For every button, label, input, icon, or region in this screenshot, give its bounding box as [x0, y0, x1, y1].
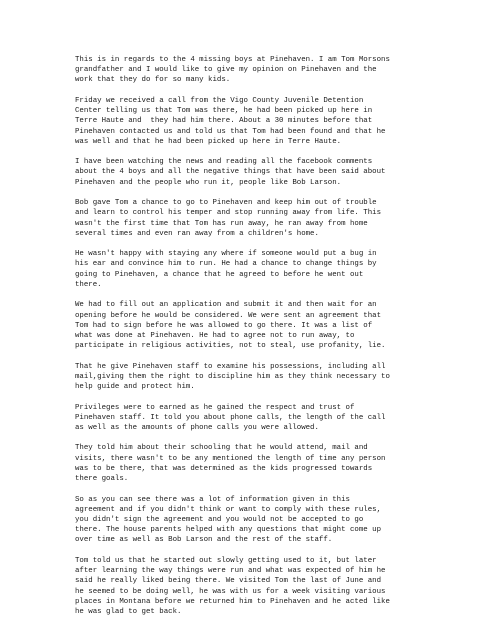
letter-line: he was glad to get back. [75, 607, 182, 616]
letter-line: Pinehaven and the people who run it, people like Bob Larson. [75, 178, 342, 187]
letter-line: Privileges were to earned as he gained the respect and trust of [75, 403, 355, 412]
letter-line: visits, there wasn't to be any mentioned the length of time any person [75, 454, 386, 463]
letter-line: He wasn't happy with staying any where if someone would put a bug in [75, 250, 377, 259]
letter-line: going to Pinehaven, a chance that he agreed to before he went out [75, 270, 364, 279]
letter-line: Tom had to sign before he was allowed to go there. It was a list of [75, 321, 373, 330]
letter-line: was well and that he had been picked up here in Terre Haute. [75, 137, 342, 146]
letter-line: Friday we received a call from the Vigo County Juvenile Detention [75, 96, 364, 105]
letter-line: help guide and protect him. [75, 383, 195, 392]
letter-line: you didn't sign the agreement and you would not be accepted to go [75, 515, 364, 524]
letter-line: over time as well as Bob Larson and the rest of the staff. [75, 536, 333, 545]
letter-paragraph [75, 556, 420, 617]
letter-line: participate in religious activities, not to steal, use profanity, lie. [75, 342, 386, 351]
letter-paragraph [75, 96, 420, 147]
letter-paragraph [75, 157, 420, 188]
letter-paragraph [75, 403, 420, 434]
letter-line: This is in regards to the 4 missing boys at Pinehaven. I am Tom Morsons [75, 56, 390, 64]
letter-line: was to be there, that was determined as the kids progressed towards [75, 464, 373, 473]
letter-line: as well as the amounts of phone calls you were allowed. [75, 423, 319, 432]
letter-line: Center telling us that Tom was there, he had been picked up here in [75, 107, 373, 116]
letter-line: said he really liked being there. We visited Tom the last of June and [75, 577, 382, 586]
letter-line: So as you can see there was a lot of information given in this [75, 495, 350, 504]
letter-paragraph [75, 362, 420, 393]
letter-line: Pinehaven staff. It told you about phone calls, the length of the call [75, 413, 386, 422]
letter-line: I have been watching the news and reading all the facebook comments [75, 158, 373, 167]
letter-line: Bob gave Tom a chance to go to Pinehaven and keep him out of trouble [75, 199, 377, 208]
letter-line: about the 4 boys and all the negative things that have been said about [75, 168, 386, 177]
letter-paragraph [75, 249, 420, 290]
letter-line: and learn to control his temper and stop running away from life. This [75, 209, 382, 218]
letter-line: work that they do for so many kids. [75, 76, 231, 85]
letter-line: wasn't the first time that Tom has run away, he ran away from home [75, 219, 368, 228]
letter-paragraph [75, 495, 420, 546]
letter-line: That he give Pinehaven staff to examine his possessions, including all [75, 362, 386, 371]
letter-line: opening before he would be considered. We were sent an agreement that [75, 311, 382, 320]
letter-body [75, 55, 420, 627]
letter-line: Terre Haute and they had him there. About a 30 minutes before that [75, 117, 373, 126]
letter-paragraph [75, 55, 420, 86]
letter-paragraph [75, 443, 420, 484]
letter-line: he seemed to be doing well, he was with us for a week visiting various [75, 587, 386, 596]
letter-line: several times and even ran away from a children's home. [75, 229, 319, 238]
letter-paragraph [75, 198, 420, 239]
letter-line: what was done at Pinehaven. He had to agree not to run away, to [75, 331, 355, 340]
letter-line: grandfather and I would like to give my opinion on Pinehaven and the [75, 66, 377, 75]
letter-line: places in Montana before we returned him to Pinehaven and he acted like [75, 597, 390, 606]
letter-line: mail,giving them the right to discipline him as they think necessary to [75, 372, 390, 381]
letter-line: They told him about their schooling that he would attend, mail and [75, 444, 368, 453]
letter-line: Pinehaven contacted us and told us that Tom had been found and that he [75, 127, 386, 136]
letter-line: after learning the way things were run and what was expected of him he [75, 567, 386, 576]
letter-paragraph [75, 300, 420, 351]
letter-line: agreement and if you didn't think or want to comply with these rules, [75, 505, 382, 514]
letter-line: there. The house parents helped with any questions that might come up [75, 526, 382, 535]
letter-line: there. [75, 280, 102, 289]
letter-line: his ear and convince him to run. He had a chance to change things by [75, 260, 377, 269]
letter-line: Tom told us that he started out slowly getting used to it, but later [75, 556, 377, 565]
letter-line: there goals. [75, 475, 129, 484]
letter-line: We had to fill out an application and submit it and then wait for an [75, 301, 377, 310]
